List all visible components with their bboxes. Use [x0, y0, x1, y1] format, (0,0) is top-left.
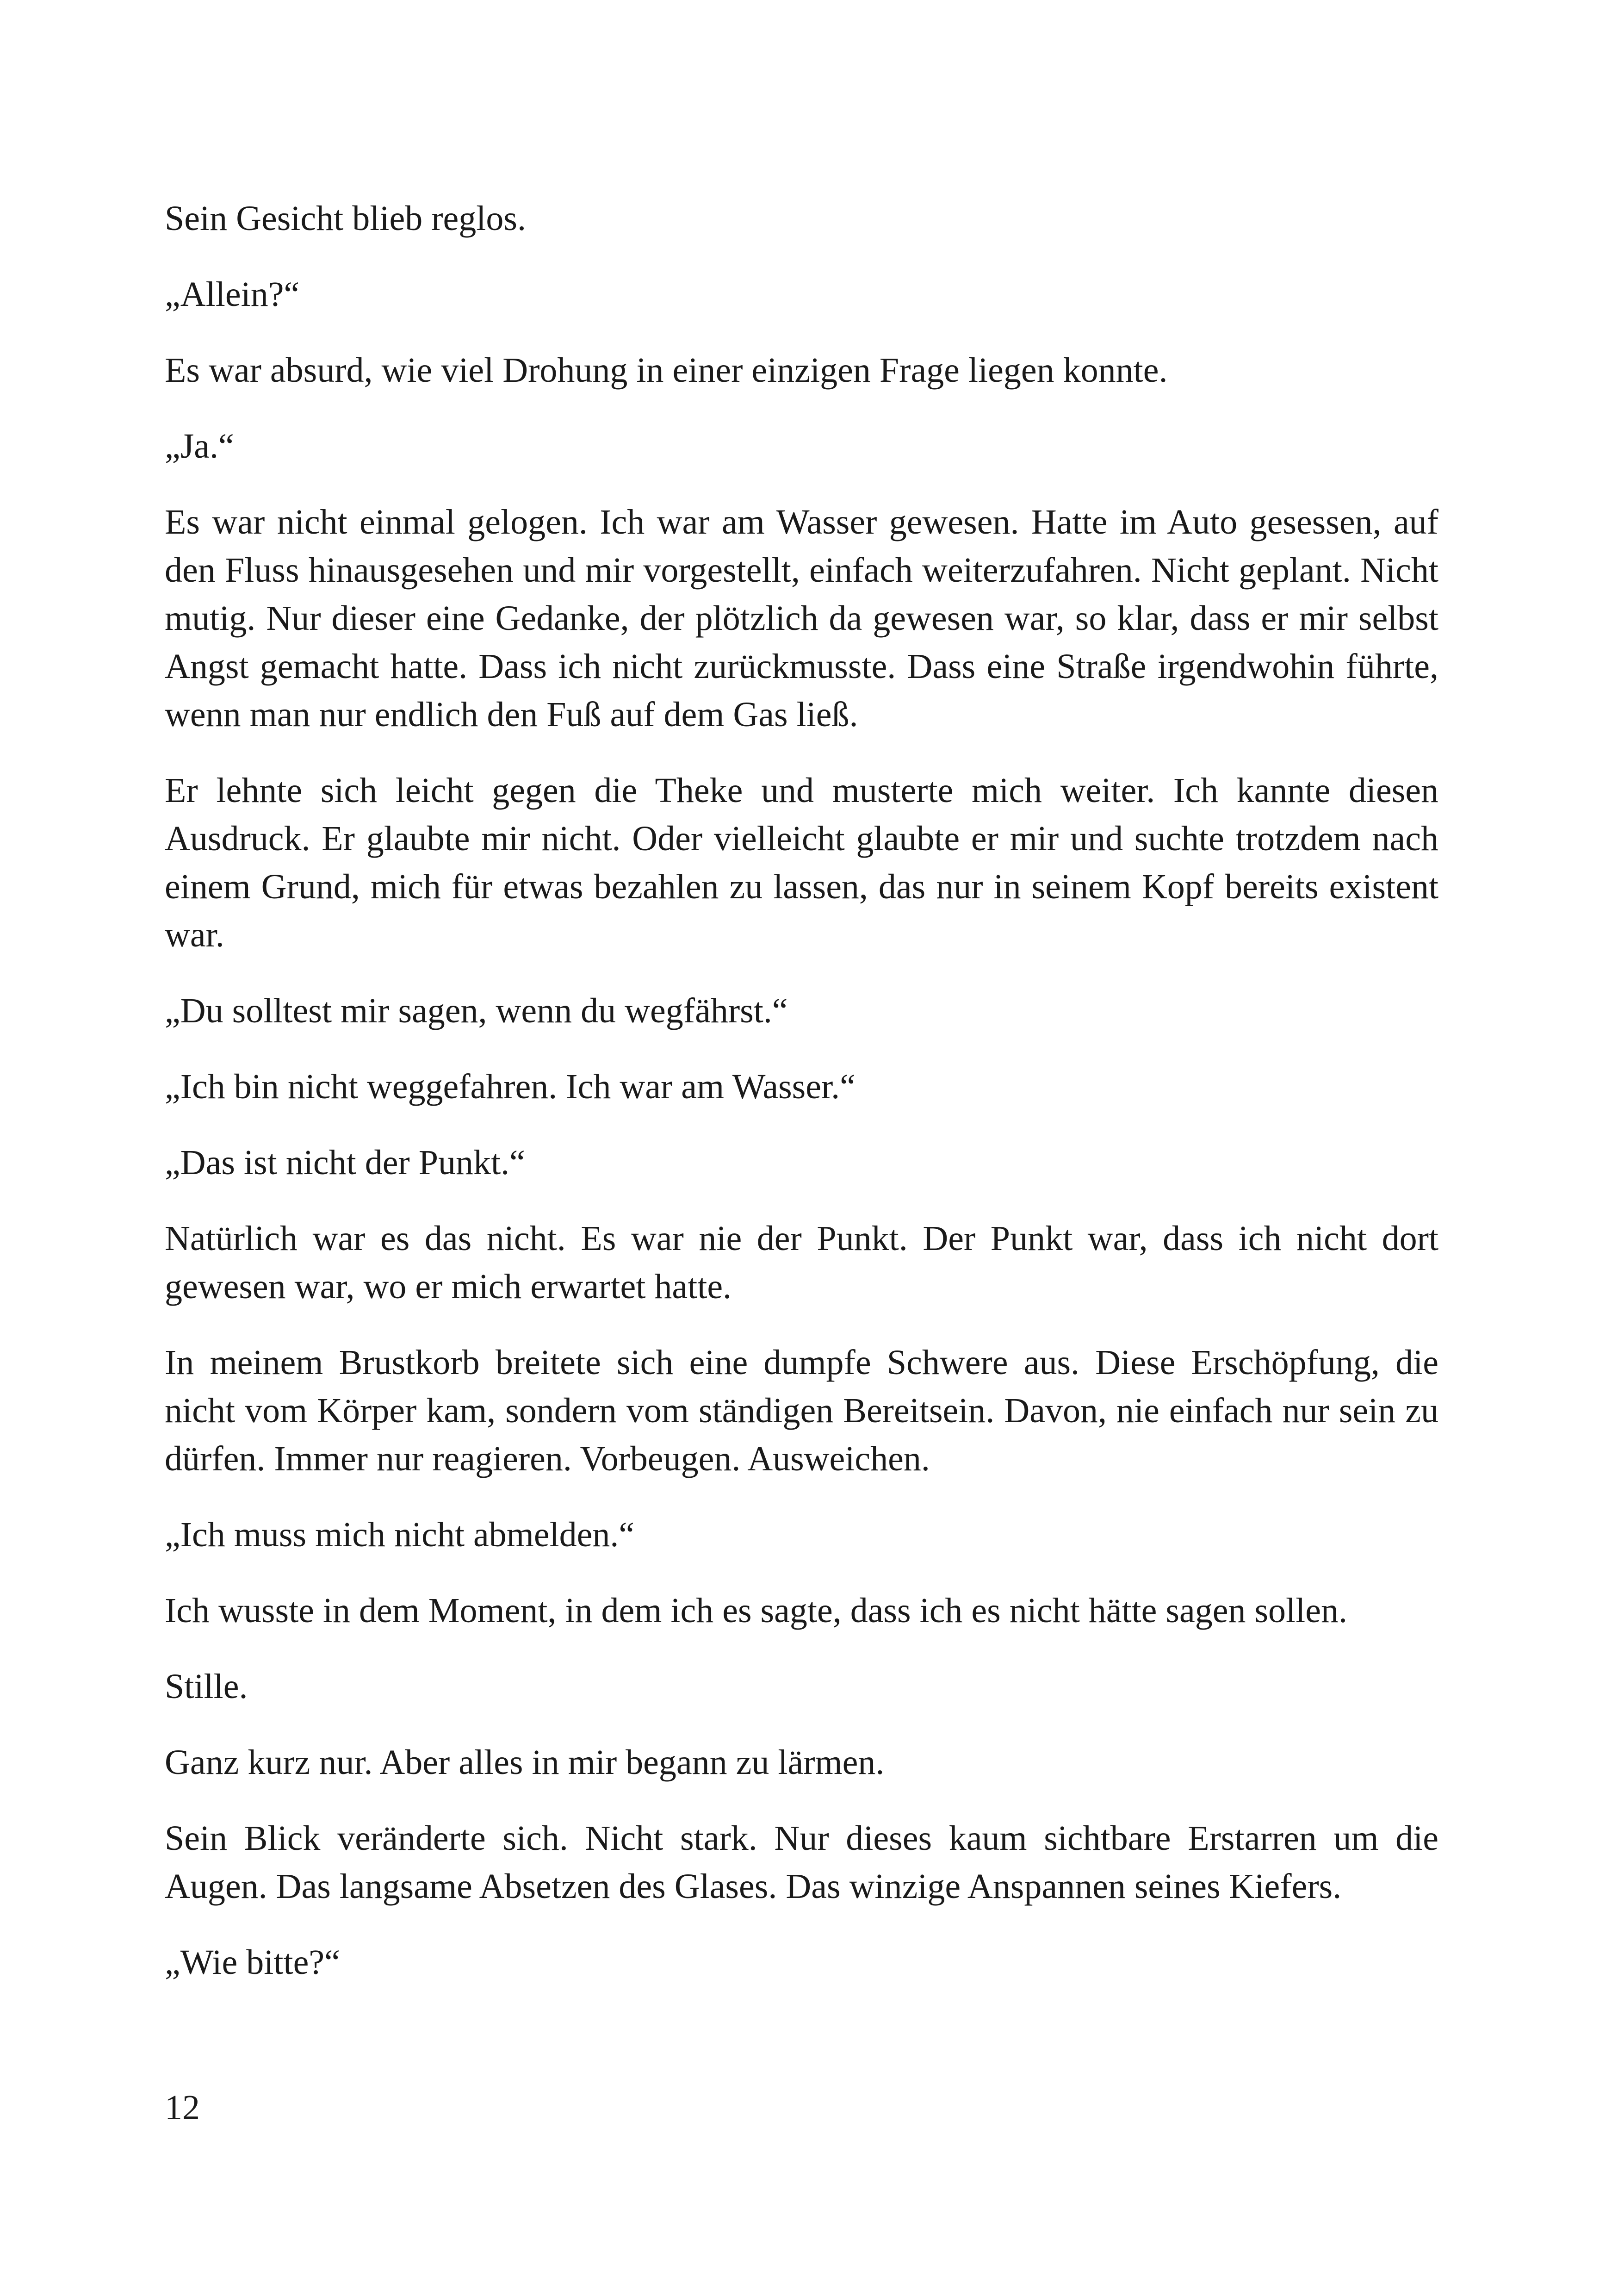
dialogue-line: „Ja.“	[165, 427, 234, 466]
paragraph: Ich wusste in dem Moment, in dem ich es sagte, dass ich es nicht hätte sagen sollen.	[165, 1591, 1347, 1630]
page-number: 12	[165, 2088, 200, 2127]
paragraph: Er lehnte sich leicht gegen die Theke und musterte mich weiter. Ich kannte diesen Ausdruck. Er glaubte mir nicht. Oder vielleicht glaubte er mir und suchte trotzdem nach einem Grund, mich für etwas bezahlen zu lassen, das nur in seinem Kopf bereits existent war.	[165, 771, 1438, 954]
body-text	[165, 194, 1438, 2014]
paragraph: In meinem Brustkorb breitete sich eine dumpfe Schwere aus. Diese Erschöpfung, die nicht vom Körper kam, sondern vom ständigen Bereitsein. Davon, nie einfach nur sein zu dürfen. Immer nur reagieren. Vorbeugen. Ausweichen.	[165, 1343, 1438, 1478]
paragraph: Sein Blick veränderte sich. Nicht stark. Nur dieses kaum sichtbare Erstarren um die Augen. Das langsame Absetzen des Glases. Das winzige Anspannen seines Kiefers.	[165, 1819, 1438, 1906]
dialogue-line: „Du solltest mir sagen, wenn du wegfährst.“	[165, 991, 788, 1030]
paragraph: Ganz kurz nur. Aber alles in mir begann zu lärmen.	[165, 1743, 885, 1782]
paragraph: Es war absurd, wie viel Drohung in einer einzigen Frage liegen konnte.	[165, 351, 1168, 390]
paragraph: Sein Gesicht blieb reglos.	[165, 199, 526, 238]
dialogue-line: „Wie bitte?“	[165, 1943, 340, 1982]
dialogue-line: „Ich muss mich nicht abmelden.“	[165, 1515, 635, 1554]
dialogue-line: „Allein?“	[165, 275, 300, 314]
dialogue-line: „Ich bin nicht weggefahren. Ich war am Wasser.“	[165, 1067, 855, 1106]
paragraph: Stille.	[165, 1667, 248, 1706]
dialogue-line: „Das ist nicht der Punkt.“	[165, 1143, 525, 1182]
paragraph: Es war nicht einmal gelogen. Ich war am Wasser gewesen. Hatte im Auto gesessen, auf den Fluss hinausgesehen und mir vorgestellt, einfach weiterzufahren. Nicht geplant. Nicht mutig. Nur dieser eine Gedanke, der plötzlich da gewesen war, so klar, dass er mir selbst Angst gemacht hatte. Dass ich nicht zurückmusste. Dass eine Straße irgendwohin führte, wenn man nur endlich den Fuß auf dem Gas ließ.	[165, 503, 1438, 734]
paragraph: Natürlich war es das nicht. Es war nie der Punkt. Der Punkt war, dass ich nicht dort gewesen war, wo er mich erwartet hatte.	[165, 1219, 1438, 1306]
